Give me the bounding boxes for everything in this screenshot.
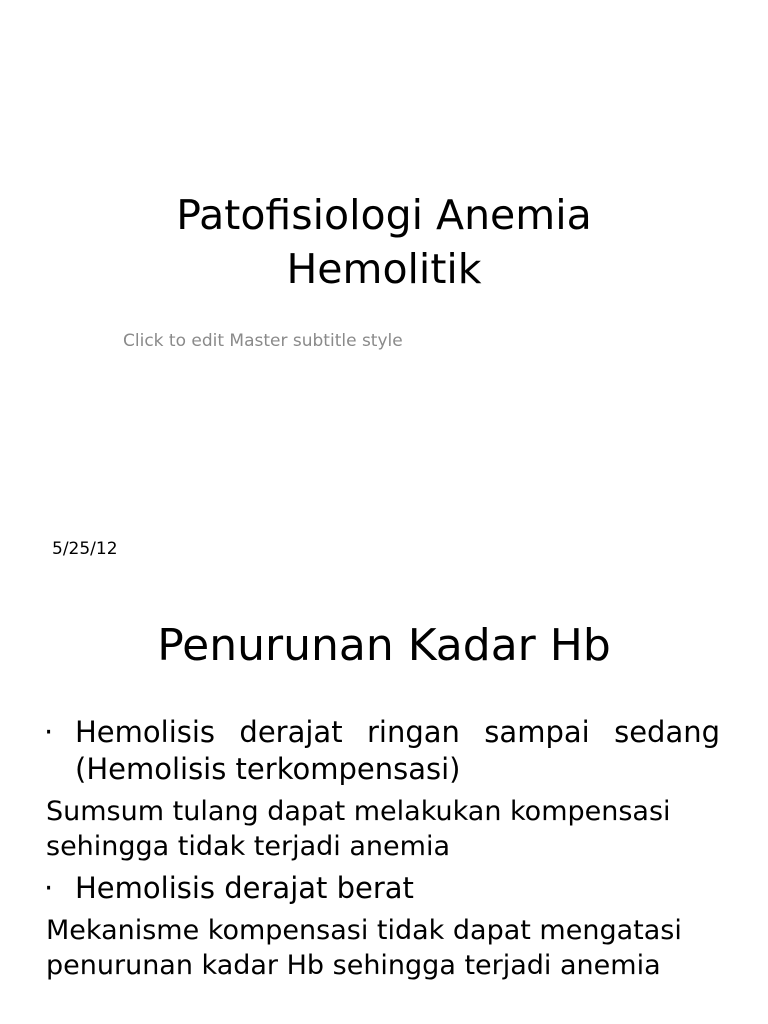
paragraph-2: Mekanisme kompensasi tidak dapat mengatasi penurunan kadar Hb sehingga terjadi anemia [46,915,682,981]
slide-2-content [44,714,720,989]
slide-date: 5/25/12 [52,539,118,559]
subtitle-placeholder: Click to edit Master subtitle style [123,331,403,351]
slide-2 [0,576,768,1024]
slide-2-title: Penurunan Kadar Hb [157,620,611,671]
slide-1-title-line-2: Hemolitik [286,245,482,293]
bullet-text-2: Hemolisis derajat berat [75,871,414,905]
bullet-text-1: Hemolisis derajat ringan sampai sedang (Hemolisis terkompensasi) [75,715,720,786]
bullet-item-2 [44,870,720,907]
slide-1-title [0,188,768,296]
paragraph-1: Sumsum tulang dapat melakukan kompensasi sehingga tidak terjadi anemia [46,796,671,862]
bullet-mark: · [44,715,54,749]
bullet-item-1 [44,714,720,788]
bullet-mark: · [44,871,54,905]
slide-1-title-line-1: Patofisiologi Anemia [176,191,592,239]
